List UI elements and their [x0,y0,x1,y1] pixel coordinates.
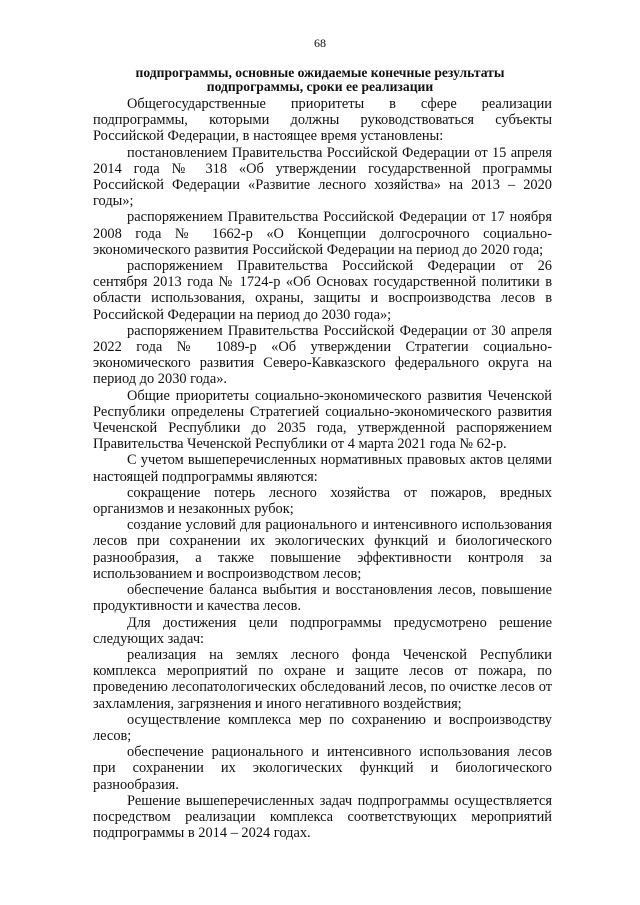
paragraph-order-1724: распоряжением Правительства Российской Федерации от 26 сентября 2013 года № 1724-р «Об Основах государственной политики в области использования, охраны, защиты и воспроизводства лесов в Российской Федерации на период до 2030 года»; [93,258,552,323]
paragraph-order-1089: распоряжением Правительства Российской Федерации от 30 апреля 2022 года № 1089-р «Об утверждении Стратегии социально-экономического развития Северо-Кавказского федерального округа на период до 2030 года». [93,322,552,388]
page-number: 68 [314,36,326,50]
paragraph-goal-losses: сокращение потерь лесного хозяйства от пожаров, вредных организмов и незаконных рубок; [93,484,552,518]
paragraph-chechen-strategy: Общие приоритеты социально-экономического развития Чеченской Республики определены Стратегией социально-экономического развития Чеченской Республики до 2035 года, утвержденной распоряжением Правительства Чеченской Республики от 4 марта 2021 года № 62-р. [93,387,552,453]
paragraph-goal-conditions: создание условий для рационального и интенсивного использования лесов при сохранении их экологических функций и биологического разнообразия, а также повышение эффективности контроля за использованием и воспроизводством лесов; [93,517,552,582]
paragraph-implementation: Решение вышеперечисленных задач подпрограммы осуществляется посредством реализации комплекса соответствующих мероприятий подпрограммы в 2014 – 2024 годах. [93,792,552,842]
paragraph-decree-318: постановлением Правительства Российской Федерации от 15 апреля 2014 года № 318 «Об утверждении государственной программы Российской Федерации «Развитие лесного хозяйства» на 2013 – 2020 годы»; [93,144,552,210]
paragraph-task-preservation: осуществление комплекса мер по сохранению и воспроизводству лесов; [93,711,552,744]
section-heading [110,66,530,94]
section-heading-line-1: подпрограммы, основные ожидаемые конечные результаты [135,65,505,80]
paragraph-order-1662: распоряжением Правительства Российской Федерации от 17 ноября 2008 года № 1662-р «О Концепции долгосрочного социально-экономического развития Российской Федерации на период до 2020 года; [93,209,552,258]
paragraph-tasks-intro: Для достижения цели подпрограммы предусмотрено решение следующих задач: [93,614,552,647]
section-heading-line-2: подпрограммы, сроки ее реализации [206,79,434,94]
paragraph-task-protection: реализация на землях лесного фонда Чеченской Республики комплекса мероприятий по охране и защите лесов от пожара, по проведению лесопатологических обследований лесов, по очистке лесов от захламления, загрязнения и иного негативного воздействия; [93,646,552,712]
document-body [93,96,552,841]
paragraph-priorities-intro: Общегосударственные приоритеты в сфере реализации подпрограммы, которыми должны руководствоваться субъекты Российской Федерации, в настоящее время установлены: [93,96,552,145]
paragraph-goals-intro: С учетом вышеперечисленных нормативных правовых актов целями настоящей подпрограммы являются: [93,452,552,485]
paragraph-task-rational-use: обеспечение рационального и интенсивного использования лесов при сохранении их экологических функций и биологического разнообразия. [93,744,552,793]
paragraph-goal-balance: обеспечение баланса выбытия и восстановления лесов, повышение продуктивности и качества лесов. [93,582,552,615]
